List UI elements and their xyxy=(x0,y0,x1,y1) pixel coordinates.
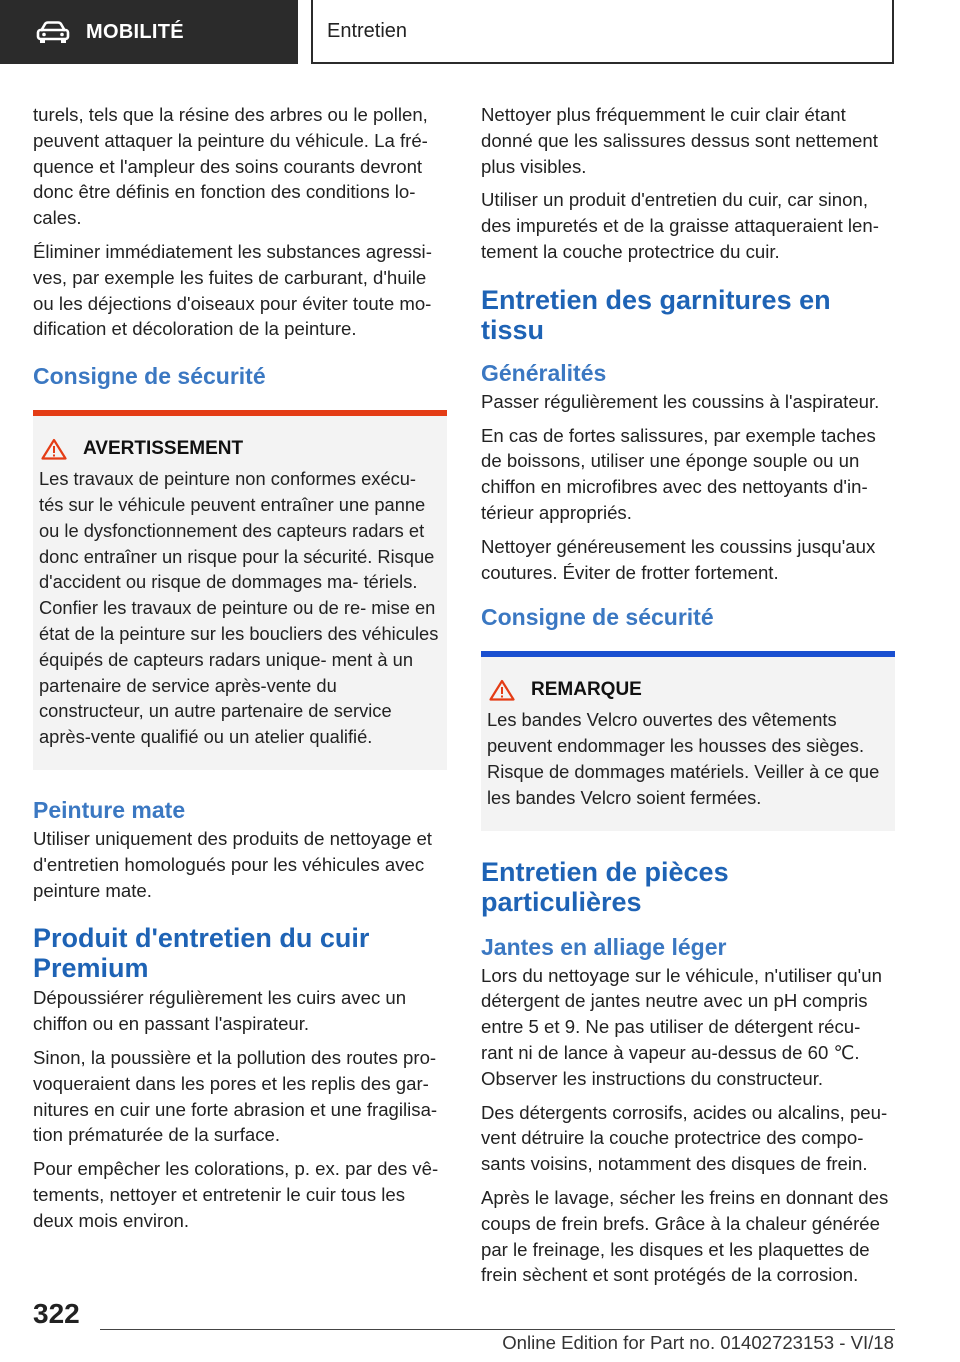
paragraph: Nettoyer généreusement les coussins jusqu'aux coutures. Éviter de frotter fortement. xyxy=(481,535,876,583)
warning-text: Les travaux de peinture non conformes exécu- tés sur le véhicule peuvent entraîner une panne ou le dysfonctionnement des capteurs radars et donc entraîner un risque pour la sécurité. Risque d'accident ou risque de dommages ma- tériels. Confier les travaux de peinture ou de re- mise en état de la peinture sur les boucliers des véhicules équipés de capteurs radars unique- ment à un partenaire de service après-vente du constructeur, un autre partenaire de service après-vente qualifié ou un atelier qualifié. xyxy=(39,468,439,748)
paragraph: Utiliser un produit d'entretien du cuir, car sinon, des impuretés et de la graisse attaqueraient len- tement la couche protectrice du cuir. xyxy=(481,189,879,262)
chapter-title: Entretien xyxy=(327,19,408,42)
car-icon xyxy=(36,20,70,44)
alloy-rims-heading: Jantes en alliage léger xyxy=(481,933,727,960)
paragraph: Après le lavage, sécher les freins en donnant des coups de frein brefs. Grâce à la chaleur générée par le freinage, les disques et les plaquettes de frein sèchent et sont protégés de la corrosion. xyxy=(481,1186,889,1286)
warning-triangle-icon xyxy=(489,679,515,701)
note-title xyxy=(489,679,889,701)
chapter-tab xyxy=(311,0,894,64)
warning-title xyxy=(41,438,441,460)
left-column xyxy=(33,102,447,1242)
matte-paint-heading: Peinture mate xyxy=(33,796,186,823)
right-column xyxy=(481,102,895,1296)
paragraph: turels, tels que la résine des arbres ou le pollen, peuvent attaquer la peinture du véhicule. La fré- quence et l'ampleur des soins courants devront donc être définis en fonction des conditions lo- cales. xyxy=(33,104,428,229)
edition-text: Online Edition for Part no. 01402723153 - VI/18 xyxy=(502,1332,894,1353)
paragraph: Éliminer immédiatement les substances agressi- ves, par exemple les fuites de carburant, d'huile ou les déjections d'oiseaux pour éviter toute mo- dification et décoloration de la peinture. xyxy=(33,240,432,340)
warning-triangle-icon xyxy=(41,438,67,460)
paragraph: Des détergents corrosifs, acides ou alcalins, peu- vent détruire la couche protectrice des compo- sants voisins, notamment des disques de frein. xyxy=(481,1101,888,1175)
paragraph: Lors du nettoyage sur le véhicule, n'utiliser qu'un détergent de jantes neutre avec un pH compris entre 5 et 9. Ne pas utiliser de détergent récu- rant ni de lance à vapeur au-dessus de 60 ℃. Observer les instructions du constructeur. xyxy=(481,964,882,1089)
leather-care-heading: Produit d'entretien du cuir Premium xyxy=(33,923,370,984)
special-parts-heading: Entretien de pièces particulières xyxy=(481,856,729,917)
footer-divider xyxy=(100,1329,895,1330)
paragraph: Nettoyer plus fréquemment le cuir clair étant donné que les salissures dessus sont nettement plus visibles. xyxy=(481,104,878,177)
page-number: 322 xyxy=(33,1298,80,1329)
note-title-text: REMARQUE xyxy=(531,679,642,701)
paragraph: Utiliser uniquement des produits de nettoyage et d'entretien homologués pour les véhicules avec peinture mate. xyxy=(33,827,432,901)
general-heading: Généralités xyxy=(481,359,607,386)
paragraph: Pour empêcher les colorations, p. ex. par des vê- tements, nettoyer et entretenir le cuir tous les deux mois environ. xyxy=(33,1158,439,1231)
section-tab xyxy=(0,0,298,64)
note-box xyxy=(481,651,895,830)
paragraph: Passer régulièrement les coussins à l'aspirateur. xyxy=(481,390,880,412)
note-text: Les bandes Velcro ouvertes des vêtements peuvent endommager les housses des sièges. Risque de dommages matériels. Veiller à ce que les bandes Velcro soient fermées. xyxy=(487,709,880,808)
fabric-care-heading: Entretien des garnitures en tissu xyxy=(481,284,831,345)
paragraph: Dépoussiérer régulièrement les cuirs avec un chiffon ou en passant l'aspirateur. xyxy=(33,987,407,1035)
paragraph: En cas de fortes salissures, par exemple taches de boissons, utiliser une éponge souple ou un chiffon en microfibres avec des nettoyants d'in- térieur appropriés. xyxy=(481,424,876,523)
section-title: MOBILITÉ xyxy=(86,20,184,43)
paragraph: Sinon, la poussière et la pollution des routes pro- voqueraient dans les pores et les replis des gar- nitures en cuir une forte abrasion et une fragilisa- tion prématurée de la surface. xyxy=(33,1046,438,1146)
warning-title-text: AVERTISSEMENT xyxy=(83,438,244,460)
safety-heading: Consigne de sécurité xyxy=(33,363,266,390)
warning-box xyxy=(33,410,447,770)
safety-heading: Consigne de sécurité xyxy=(481,604,714,631)
